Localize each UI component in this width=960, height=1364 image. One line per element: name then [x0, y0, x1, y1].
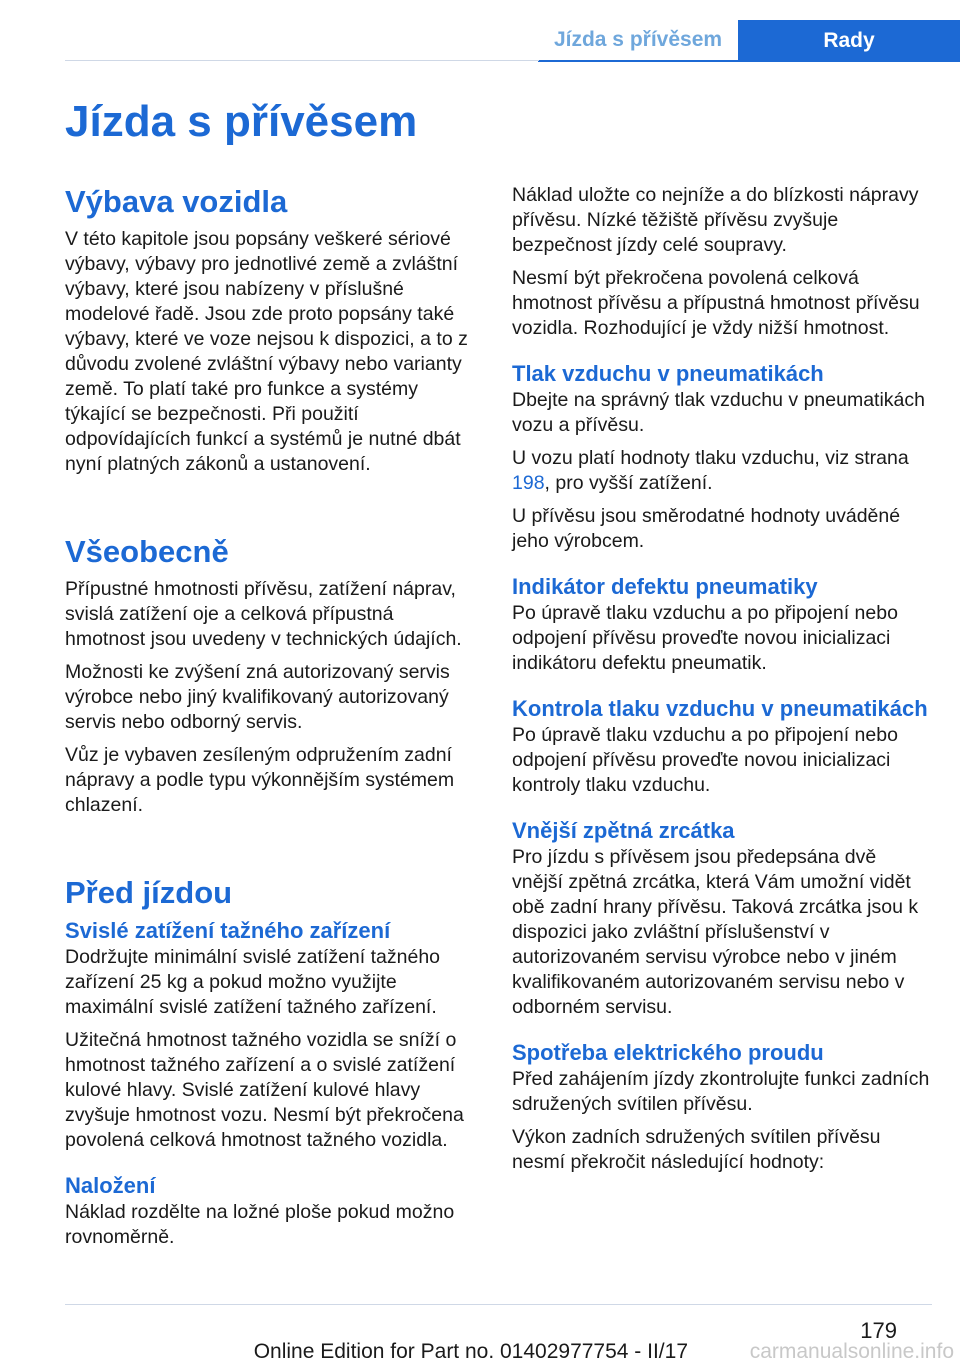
subsection-title-spotreba: Spotřeba elektrického proudu	[512, 1040, 824, 1065]
paragraph: Dbejte na správný tlak vzduchu v pneumatikách vozu a přívěsu.	[512, 389, 925, 436]
page-link-198[interactable]: 198	[512, 472, 545, 494]
paragraph: Vůz je vybaven zesíleným odpružením zadní nápravy a podle typu výkonnějším systémem chlazení.	[65, 744, 455, 816]
paragraph: V této kapitole jsou popsány veškeré sériové výbavy, výbavy pro jednotlivé země a zvláštní výbavy, které jsou nabízeny v příslušné modelové řadě. Jsou zde proto popsány také výbavy, které ve voze nejsou k dispozici, a to z důvodu zvolené zvláštní výbavy nebo varianty země. To platí také pro funkce a systémy týkající se bezpečnosti. Při použití odpovídajících funkcí a systémů je nutné dbát nyní platných zákonů a ustanovení.	[65, 228, 468, 475]
paragraph: Přípustné hmotnosti přívěsu, zatížení náprav, svislá zatížení oje a celková přípustná hmotnost jsou uvedeny v technických údajích.	[65, 578, 462, 650]
paragraph: Nesmí být překročena povolená celková hmotnost přívěsu a přípustná hmotnost přívěsu vozidla. Rozhodující je vždy nižší hmotnost.	[512, 267, 920, 339]
chapter-tab: Rady	[738, 20, 960, 62]
subsection-title-kontrola: Kontrola tlaku vzduchu v pneumatikách	[512, 696, 928, 721]
text: U vozu platí hodnoty tlaku vzduchu, viz strana	[512, 447, 909, 469]
paragraph: Výkon zadních sdružených svítilen přívěsu nesmí překročit následující hodnoty:	[512, 1126, 881, 1173]
paragraph	[512, 446, 930, 496]
left-column	[65, 183, 475, 1258]
subsection-title-tlak: Tlak vzduchu v pneumatikách	[512, 361, 824, 386]
section-title-pred-jizdou: Před jízdou	[65, 875, 233, 910]
subsection-title-nalozeni: Naložení	[65, 1173, 156, 1198]
section-title-vybava: Výbava vozidla	[65, 184, 288, 219]
paragraph: Náklad rozdělte na ložné ploše pokud možno rovnoměrně.	[65, 1201, 455, 1248]
header-tabs	[538, 20, 960, 62]
paragraph: Náklad uložte co nejníže a do blízkosti nápravy přívěsu. Nízké těžiště přívěsu zvyšuje bezpečnost jízdy celé soupravy.	[512, 184, 919, 256]
watermark: carmanualsonline.info	[749, 1340, 954, 1363]
right-column	[512, 183, 930, 1183]
footer-divider	[65, 1304, 932, 1305]
paragraph: Před zahájením jízdy zkontrolujte funkci zadních sdružených svítilen přívěsu.	[512, 1068, 930, 1115]
section-title-vseobecne: Všeobecně	[65, 534, 229, 569]
text: , pro vyšší zatížení.	[544, 472, 713, 494]
paragraph: Užitečná hmotnost tažného vozidla se sníží o hmotnost tažného zařízení a o svislé zatížení kulové hlavy. Svislé zatížení kulové hlavy zvyšuje hmotnost vozu. Nesmí být překročena povolená celková hmotnost tažného vozidla.	[65, 1029, 464, 1151]
subsection-title-indikator: Indikátor defektu pneumatiky	[512, 574, 818, 599]
header-divider	[65, 60, 539, 61]
paragraph: Pro jízdu s přívěsem jsou předepsána dvě vnější zpětná zrcátka, která Vám umožní vidět obě zadní hrany přívěsu. Taková zrcátka jsou k dispozici jako zvláštní příslušenství v autorizovaném servisu výrobce nebo v jiném kvalifikovaném autorizovaném servisu nebo v odborném servisu.	[512, 846, 919, 1018]
paragraph: U přívěsu jsou směrodatné hodnoty uváděné jeho výrobcem.	[512, 505, 901, 552]
subsection-title-svisle: Svislé zatížení tažného zařízení	[65, 918, 391, 943]
paragraph: Po úpravě tlaku vzduchu a po připojení nebo odpojení přívěsu proveďte novou inicializaci kontroly tlaku vzduchu.	[512, 724, 898, 796]
subsection-title-zrcatka: Vnější zpětná zrcátka	[512, 818, 735, 843]
paragraph: Po úpravě tlaku vzduchu a po připojení nebo odpojení přívěsu proveďte novou inicializaci indikátoru defektu pneumatik.	[512, 602, 898, 674]
page-title: Jízda s přívěsem	[65, 97, 418, 146]
edition-note: Online Edition for Part no. 01402977754 - II/17	[253, 1340, 688, 1363]
paragraph: Dodržujte minimální svislé zatížení tažného zařízení 25 kg a pokud možno využijte maximální svislé zatížení tažného zařízení.	[65, 946, 441, 1018]
page-number: 179	[860, 1318, 897, 1343]
section-tab: Jízda s přívěsem	[538, 20, 738, 62]
paragraph: Možnosti ke zvýšení zná autorizovaný servis výrobce nebo jiný kvalifikovaný autorizovaný servis nebo odborný servis.	[65, 661, 450, 733]
